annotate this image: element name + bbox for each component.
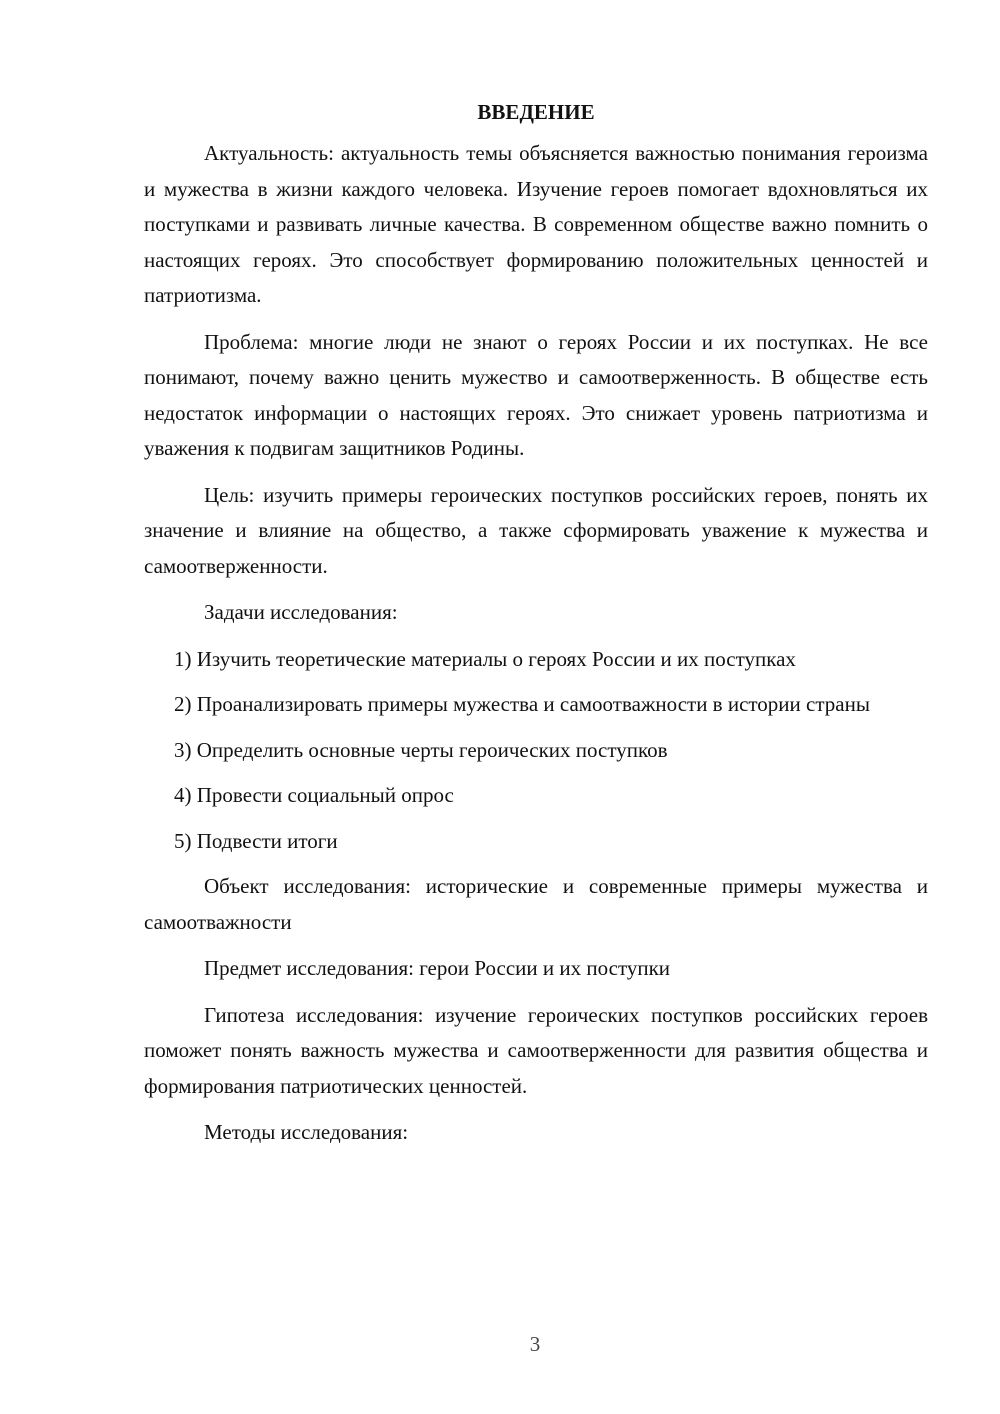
problem-paragraph: Проблема: многие люди не знают о героях России и их поступках. Не все понимают, почему важно ценить мужество и самоотверженность. В обществе есть недостаток информации о настоящих героях. Это снижает уровень патриотизма и уважения к подвигам защитников Родины. [144, 329, 928, 460]
section-title: ВВЕДЕНИЕ [477, 100, 595, 124]
list-item: 3) Определить основные черты героических поступков [174, 737, 668, 762]
tasks-list [144, 642, 928, 860]
list-item: 5) Подвести итоги [174, 828, 338, 853]
tasks-heading: Задачи исследования: [204, 600, 398, 624]
list-item: 1) Изучить теоретические материалы о героях России и их поступках [174, 646, 796, 671]
hypothesis-paragraph: Гипотеза исследования: изучение героических поступков российских героев поможет понять важность мужества и самоотверженности для развития общества и формирования патриотических ценностей. [144, 1002, 928, 1098]
goal-paragraph: Цель: изучить примеры героических поступков российских героев, понять их значение и влияние на общество, а также сформировать уважение к мужества и самоотверженности. [144, 482, 928, 578]
page-number: 3 [529, 1332, 541, 1356]
methods-heading: Методы исследования: [204, 1120, 409, 1144]
list-item: 4) Провести социальный опрос [174, 783, 454, 807]
object-paragraph: Объект исследования: исторические и современные примеры мужества и самоотважности [144, 874, 928, 934]
subject-paragraph: Предмет исследования: герои России и их поступки [204, 956, 671, 980]
page-content [144, 94, 928, 1162]
list-item: 2) Проанализировать примеры мужества и самоотважности в истории страны [174, 692, 870, 716]
relevance-paragraph: Актуальность: актуальность темы объясняется важностью понимания героизма и мужества в жизни каждого человека. Изучение героев помогает вдохновляться их поступками и развивать личные качества. В современном обществе важно помнить о настоящих героях. Это способствует формированию положительных ценностей и патриотизма. [144, 141, 928, 307]
